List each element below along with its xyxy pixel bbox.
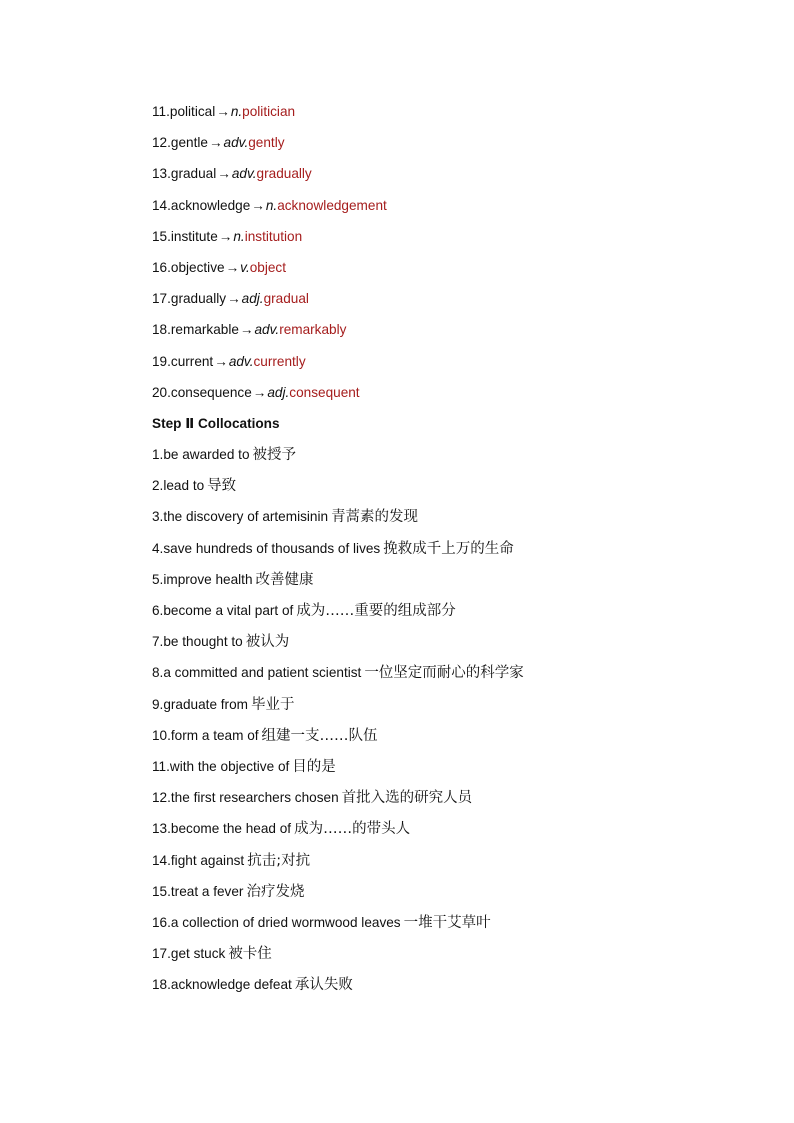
english-phrase: get stuck [170,946,226,962]
collocation-item [152,725,752,756]
derivation-item [152,319,752,350]
english-phrase: be awarded to [163,447,250,463]
english-phrase: be thought to [163,634,243,650]
item-number: 12. [152,790,171,806]
item-number: 18. [152,977,171,993]
english-phrase: with the objective of [169,758,290,774]
part-of-speech: n. [233,228,245,244]
english-phrase: the discovery of artemisinin [163,509,329,525]
chinese-meaning: 改善健康 [255,571,314,588]
chinese-meaning: 治疗发烧 [246,883,305,900]
chinese-meaning: 目的是 [292,758,336,775]
worksheet-page [152,101,752,1005]
base-word: remarkable [170,322,239,338]
arrow-icon: → [217,166,231,182]
collocation-item [152,506,752,537]
chinese-meaning: 一堆干艾草叶 [403,914,491,931]
arrow-icon: → [218,228,233,244]
derivation-item [152,132,752,163]
collocation-item [152,444,752,475]
collocation-item [152,943,752,974]
english-phrase: form a team of [170,727,259,743]
item-number: 9. [152,696,164,712]
base-word: institute [170,228,218,244]
item-number: 7. [152,634,164,650]
arrow-icon: → [216,104,230,119]
derivation-item [152,195,752,226]
word-derivation-list [152,101,752,413]
part-of-speech: adv. [228,353,254,369]
item-number: 16. [152,259,171,275]
english-phrase: save hundreds of thousands of lives [163,540,381,556]
arrow-icon: → [239,322,254,338]
collocation-item [152,694,752,725]
item-number: 4. [152,540,164,556]
collocation-item [152,850,752,881]
arrow-icon: → [227,291,241,307]
part-of-speech: adj. [267,384,290,400]
base-word: gentle [170,135,208,151]
step-heading: Step Ⅱ Collocations [152,415,280,431]
collocation-item [152,818,752,849]
part-of-speech: adj. [241,291,264,307]
item-number: 12. [152,135,171,151]
collocation-list [152,444,752,1005]
derivation-item [152,288,752,319]
chinese-meaning: 抗击;对抗 [247,852,311,869]
base-word: consequence [170,384,252,400]
collocation-item [152,475,752,506]
collocation-item [152,600,752,631]
chinese-meaning: 毕业于 [250,696,295,713]
arrow-icon: → [251,197,265,213]
chinese-meaning: 一位坚定而耐心的科学家 [364,665,524,682]
english-phrase: a collection of dried wormwood leaves [170,914,401,930]
derived-word: consequent [289,384,360,400]
arrow-icon: → [252,384,267,400]
chinese-meaning: 导致 [207,478,237,495]
item-number: 14. [152,197,171,213]
english-phrase: graduate from [163,696,248,712]
part-of-speech: n. [265,197,278,213]
item-number: 15. [152,228,171,244]
item-number: 18. [152,322,171,338]
base-word: gradual [170,166,217,182]
item-number: 13. [152,166,171,182]
collocation-item [152,787,752,818]
arrow-icon: → [225,259,240,275]
derived-word: institution [244,228,303,244]
part-of-speech: adv. [254,322,280,338]
derived-word: gently [248,135,285,151]
item-number: 3. [152,509,164,525]
english-phrase: improve health [163,571,253,587]
item-number: 11. [152,758,170,774]
item-number: 16. [152,914,171,930]
collocation-item [152,538,752,569]
derived-word: gradually [256,166,312,182]
chinese-meaning: 成为……的带头人 [294,821,411,838]
item-number: 20. [152,384,171,400]
item-number: 5. [152,571,164,587]
part-of-speech: n. [230,104,243,119]
item-number: 14. [152,852,171,868]
derivation-item [152,351,752,382]
derivation-item [152,226,752,257]
base-word: acknowledge [170,197,251,213]
collocation-item [152,912,752,943]
item-number: 17. [152,946,171,962]
base-word: objective [170,259,225,275]
item-number: 10. [152,727,171,743]
base-word: political [169,104,216,119]
item-number: 8. [152,665,164,681]
derivation-item [152,163,752,194]
chinese-meaning: 挽救成千上万的生命 [383,540,514,557]
base-word: gradually [170,291,227,307]
derived-word: object [249,259,287,275]
derived-word: acknowledgement [277,197,387,213]
base-word: current [170,353,214,369]
derived-word: politician [242,104,296,119]
english-phrase: acknowledge defeat [170,977,292,993]
derivation-item [152,101,752,132]
item-number: 6. [152,603,164,618]
collocation-item [152,569,752,600]
chinese-meaning: 被认为 [245,634,290,651]
english-phrase: lead to [163,478,205,494]
item-number: 17. [152,291,171,307]
derived-word: gradual [263,291,309,307]
chinese-meaning: 组建一支……队伍 [261,727,378,744]
collocation-item [152,631,752,662]
chinese-meaning: 被授予 [252,447,296,464]
derived-word: remarkably [279,322,347,338]
english-phrase: treat a fever [170,883,244,899]
chinese-meaning: 成为……重要的组成部分 [296,603,456,619]
part-of-speech: adv. [231,166,257,182]
item-number: 15. [152,883,171,899]
english-phrase: become a vital part of [163,603,294,618]
english-phrase: become the head of [170,821,292,837]
chinese-meaning: 青蒿素的发现 [331,509,419,526]
item-number: 2. [152,478,164,494]
arrow-icon: → [208,135,223,151]
collocation-item [152,662,752,693]
collocation-item [152,756,752,787]
item-number: 11. [152,104,170,119]
part-of-speech: v. [240,259,250,275]
collocation-item [152,974,752,1005]
collocation-item [152,881,752,912]
derivation-item [152,382,752,413]
chinese-meaning: 首批入选的研究人员 [341,790,473,807]
chinese-meaning: 被卡住 [228,946,272,963]
arrow-icon: → [214,353,228,369]
item-number: 13. [152,821,171,837]
english-phrase: a committed and patient scientist [163,665,362,681]
item-number: 19. [152,353,171,369]
derivation-item [152,257,752,288]
english-phrase: fight against [170,852,245,868]
part-of-speech: adv. [223,135,249,151]
english-phrase: the first researchers chosen [170,790,339,806]
item-number: 1. [152,447,164,463]
chinese-meaning: 承认失败 [294,977,353,994]
derived-word: currently [253,353,306,369]
